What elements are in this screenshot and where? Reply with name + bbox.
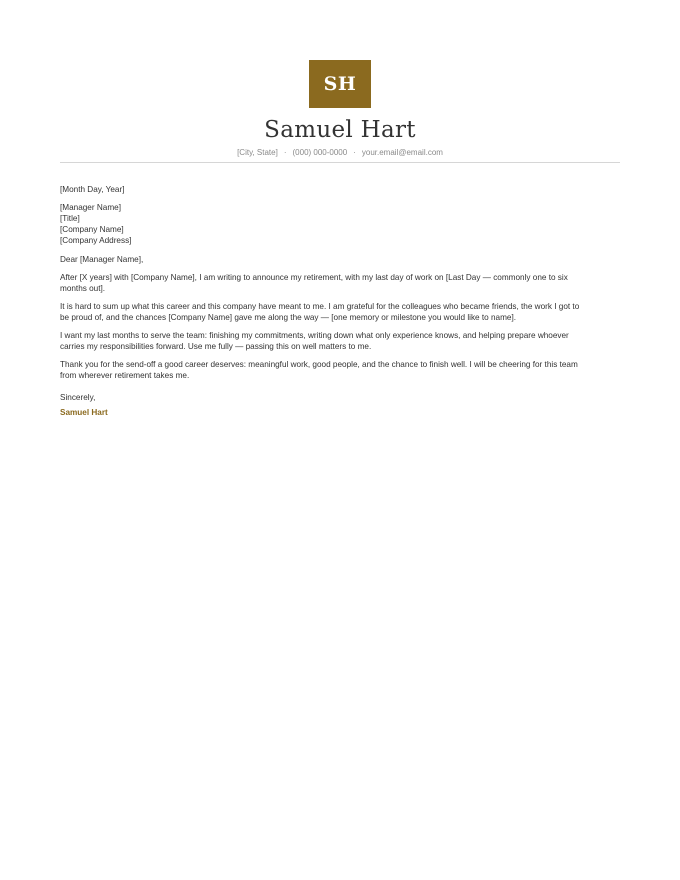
paragraph-line: Thank you for the send-off a good career deserves: meaningful work, good people, and the chance to finish well. I will be cheering for this team	[60, 360, 578, 369]
paragraph-line: After [X years] with [Company Name], I am writing to announce my retirement, with my last day of work on [Last Day — commonly one to six	[60, 273, 568, 282]
paragraph-line: I want my last months to serve the team: finishing my commitments, writing down what only experience knows, and helping prepare whoever	[60, 331, 569, 340]
contact-separator: ·	[353, 148, 356, 157]
contact-location: [City, State]	[237, 148, 278, 157]
paragraph-gratitude	[60, 301, 620, 323]
paragraph-line: carries my responsibilities forward. Use me fully — passing this on well matters to me.	[60, 342, 372, 351]
letter-body	[60, 184, 620, 418]
letter-header	[60, 60, 620, 158]
paragraph-line: from wherever retirement takes me.	[60, 371, 190, 380]
paragraph-announcement	[60, 272, 620, 294]
recipient-company: [Company Name]	[60, 225, 124, 234]
header-divider	[60, 162, 620, 163]
monogram-badge: SH	[309, 60, 371, 108]
paragraph-line: It is hard to sum up what this career and this company have meant to me. I am grateful for the colleagues who became friends, the work I got to	[60, 302, 580, 311]
contact-phone: (000) 000-0000	[292, 148, 348, 157]
sender-name: Samuel Hart	[264, 117, 416, 143]
paragraph-thanks	[60, 359, 620, 381]
contact-line	[60, 147, 620, 158]
paragraph-transition	[60, 330, 620, 352]
paragraph-line: be proud of, and the chances [Company Name] gave me along the way — [one memory or milestone you would like to name].	[60, 313, 517, 322]
paragraph-line: months out].	[60, 284, 106, 293]
signature-name: Samuel Hart	[60, 408, 108, 417]
contact-separator: ·	[283, 148, 287, 157]
recipient-address: [Company Address]	[60, 236, 132, 245]
recipient-title: [Title]	[60, 214, 80, 223]
closing: Sincerely,	[60, 393, 96, 402]
recipient-block	[60, 202, 620, 246]
recipient-name: [Manager Name]	[60, 203, 121, 212]
letter-date: [Month Day, Year]	[60, 185, 125, 194]
salutation: Dear [Manager Name],	[60, 255, 144, 264]
contact-email: your.email@email.com	[361, 148, 443, 157]
